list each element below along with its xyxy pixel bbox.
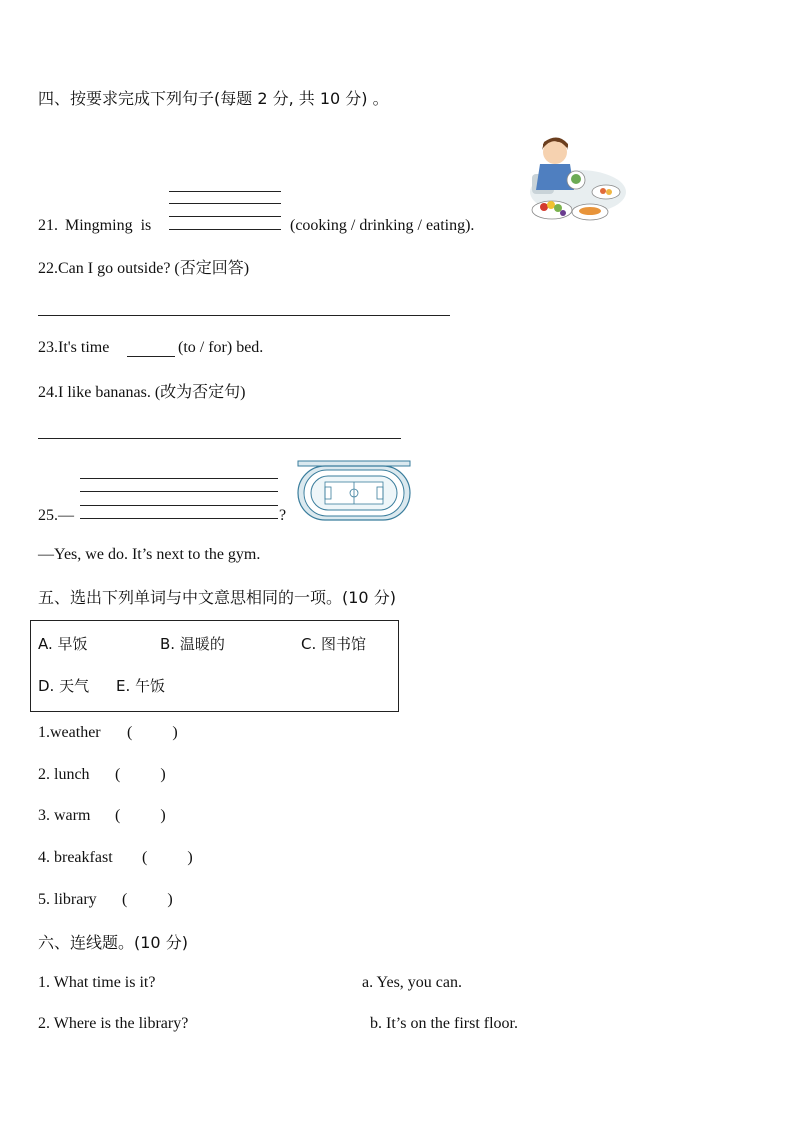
q23-blank-line[interactable] [127,356,175,357]
match-left-item[interactable]: 2. Where is the library? [38,1015,189,1032]
q24-answer-line[interactable] [38,438,401,439]
q21-number: 21. [38,217,58,234]
q25-answer-line-1 [80,478,278,479]
q22-text: 22.Can I go outside? (否定回答) [38,260,250,277]
vocab-item-answer-paren[interactable]: ( ) [127,724,178,741]
vocab-item-word: 4. breakfast [38,849,113,866]
match-right-item[interactable]: b. It’s on the first floor. [370,1015,518,1032]
option-e: E. 午饭 [116,677,166,695]
section-6-heading: 六、连线题。(10 分) [38,933,188,952]
option-d: D. 天气 [38,677,90,695]
q25-answer-line-2 [80,491,278,492]
vocab-item-answer-paren[interactable]: ( ) [115,766,166,783]
q22-answer-line[interactable] [38,315,450,316]
section-4-heading: 四、按要求完成下列句子(每题 2 分, 共 10 分) 。 [38,89,389,108]
q25-answer-line-3 [80,505,278,506]
q21-text: Mingming is [65,217,152,234]
vocab-item-answer-paren[interactable]: ( ) [122,891,173,908]
q25-prefix: 25.— [38,507,74,524]
option-c: C. 图书馆 [301,635,367,653]
q24-text: 24.I like bananas. (改为否定句) [38,384,246,401]
playground-illustration [297,460,411,522]
option-b: B. 温暖的 [160,635,225,653]
q21-options: (cooking / drinking / eating). [290,217,475,234]
vocab-item-word: 2. lunch [38,766,90,783]
q21-answer-line-3 [169,216,281,217]
q23-text-post: (to / for) bed. [178,339,264,356]
match-left-item[interactable]: 1. What time is it? [38,974,156,991]
q21-answer-line-1 [169,191,281,192]
vocab-item-word: 5. library [38,891,97,908]
vocab-item-answer-paren[interactable]: ( ) [115,807,166,824]
q25-question-mark: ? [279,507,287,524]
q23-text-pre: 23.It's time [38,339,110,356]
section-5-heading: 五、选出下列单词与中文意思相同的一项。(10 分) [38,588,396,607]
vocab-item-word: 1.weather [38,724,101,741]
boy-eating-illustration [518,134,628,229]
vocab-item-answer-paren[interactable]: ( ) [142,849,193,866]
q25-answer-line-4[interactable] [80,518,278,519]
match-right-item[interactable]: a. Yes, you can. [362,974,462,991]
q21-answer-line-4[interactable] [169,229,281,230]
option-a: A. 早饭 [38,635,88,653]
q25-answer-text: —Yes, we do. It’s next to the gym. [38,546,261,563]
q21-answer-line-2 [169,203,281,204]
vocab-item-word: 3. warm [38,807,91,824]
